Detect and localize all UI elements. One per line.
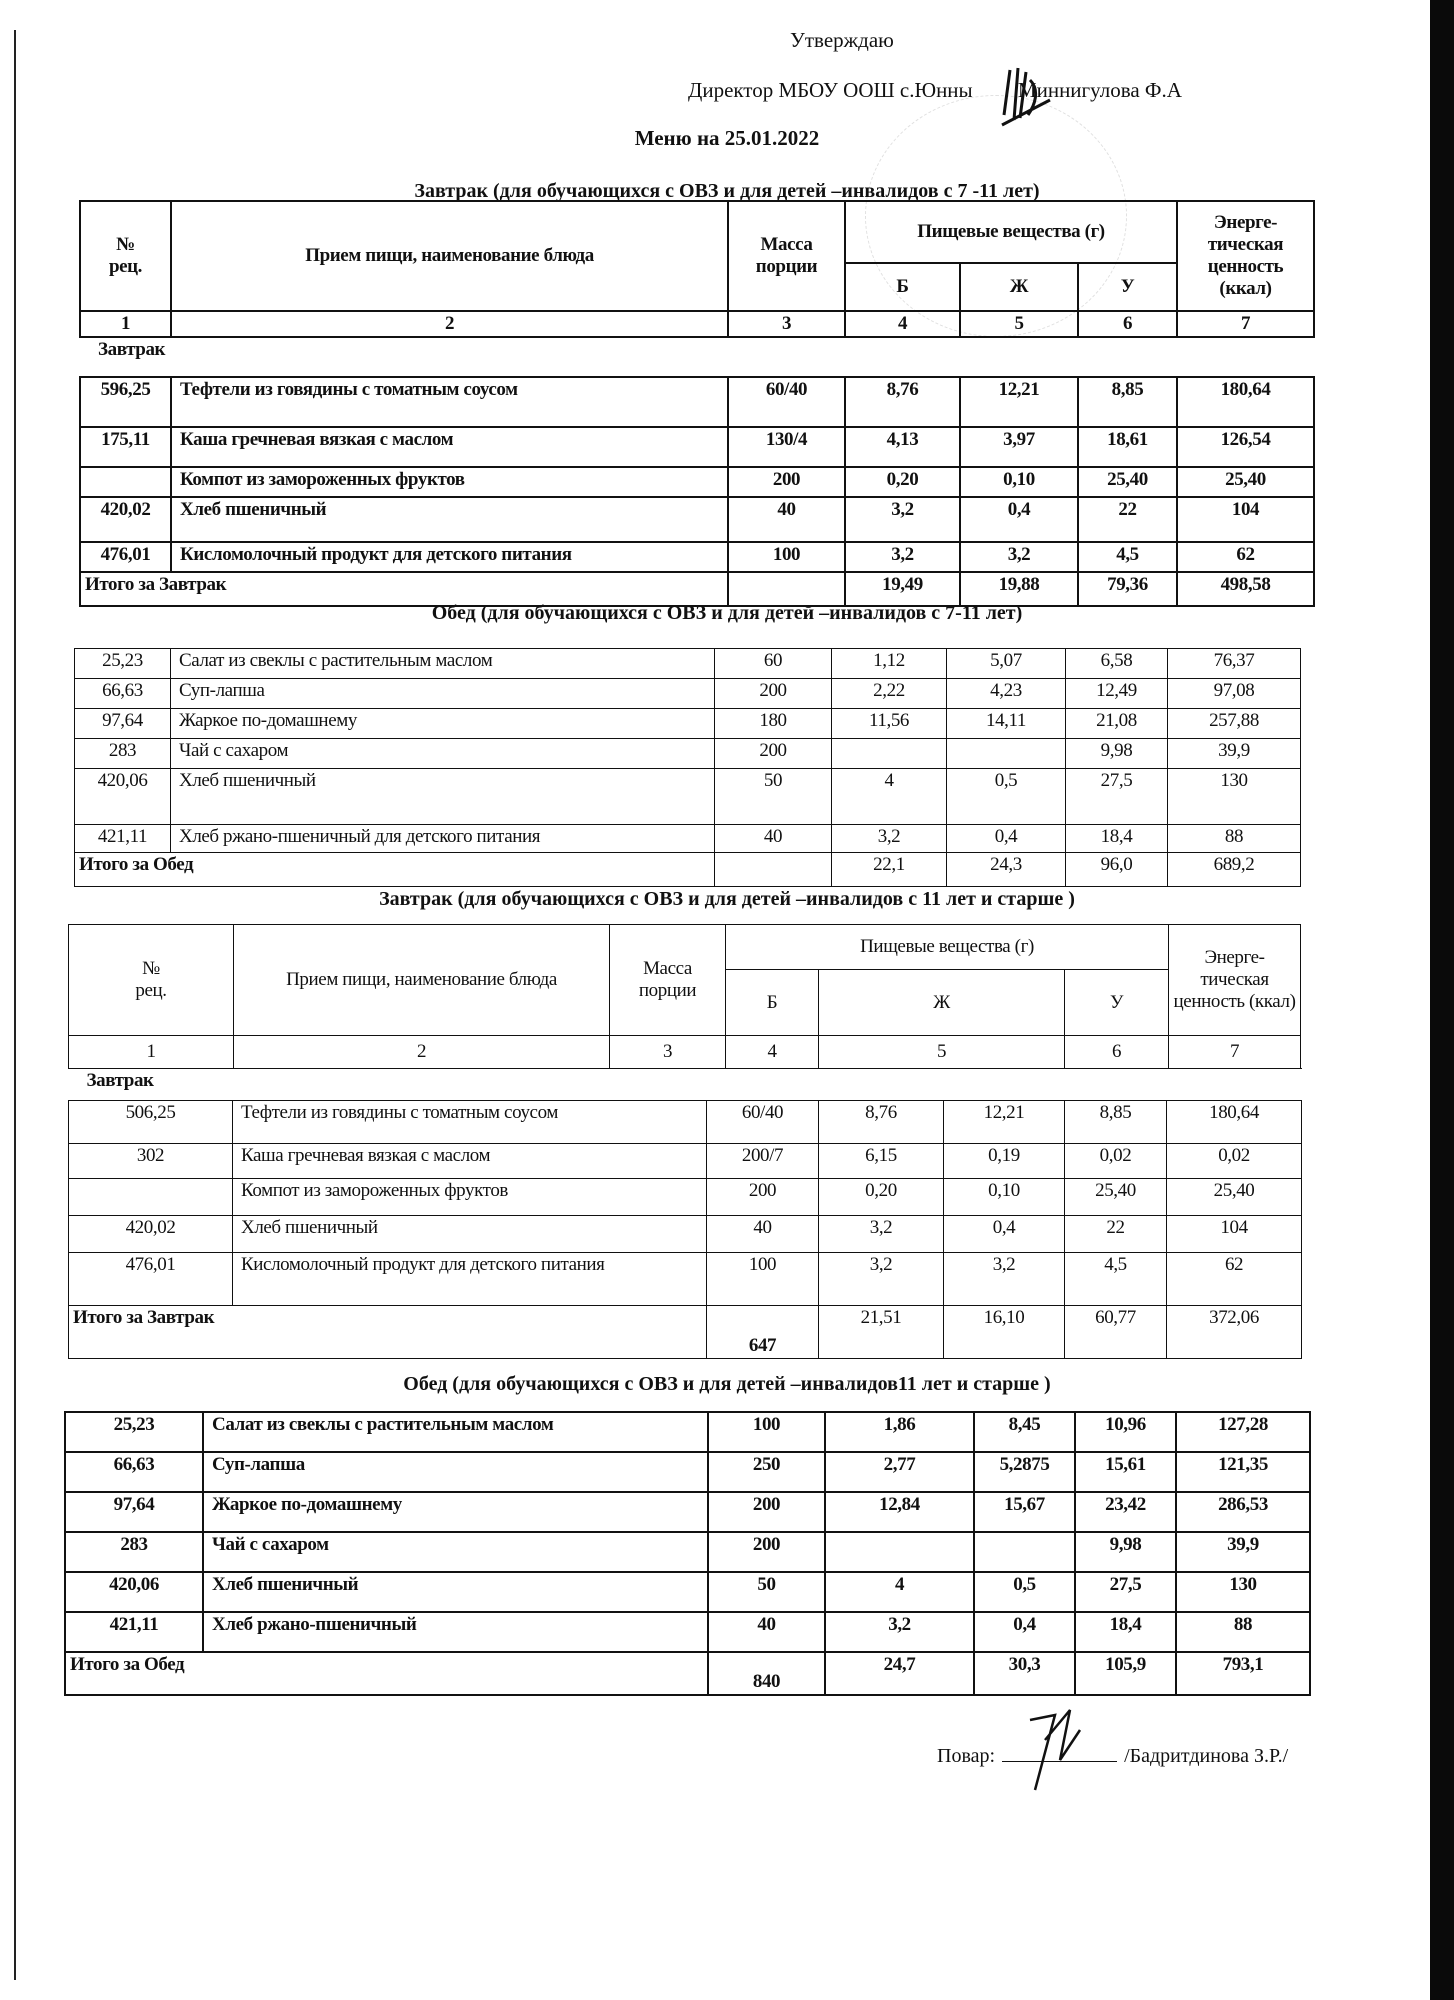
protein-value: 3,2 (819, 1216, 944, 1253)
carbs-value: 27,5 (1066, 769, 1168, 825)
protein-value: 0,20 (845, 467, 960, 497)
cook-name: /Бадритдинова З.Р./ (1124, 1745, 1289, 1767)
director-line (688, 78, 1182, 103)
table-row (69, 1216, 1302, 1253)
recipe-number: 25,23 (65, 1412, 203, 1452)
recipe-number: 66,63 (75, 679, 171, 709)
protein-value (825, 1532, 974, 1572)
header-mass: Масса порции (728, 201, 845, 311)
energy-value: 88 (1168, 825, 1301, 853)
total-energy: 372,06 (1167, 1306, 1302, 1359)
portion-mass: 40 (707, 1216, 819, 1253)
fat-value: 5,07 (947, 649, 1066, 679)
portion-mass: 200 (707, 1179, 819, 1216)
scan-edge (14, 30, 16, 1980)
protein-value: 0,20 (819, 1179, 944, 1216)
carbs-value: 4,5 (1065, 1253, 1167, 1306)
table-row (75, 739, 1301, 769)
header-energy: Энерге-тическая ценность (ккал) (1177, 201, 1314, 311)
table-row (65, 1572, 1310, 1612)
protein-value: 3,2 (819, 1253, 944, 1306)
carbs-value: 21,08 (1066, 709, 1168, 739)
carbs-value: 8,85 (1078, 377, 1177, 427)
energy-value: 39,9 (1176, 1532, 1310, 1572)
energy-value: 257,88 (1168, 709, 1301, 739)
energy-value: 62 (1177, 542, 1314, 572)
fat-value: 14,11 (947, 709, 1066, 739)
protein-value: 1,86 (825, 1412, 974, 1452)
total-fat: 24,3 (947, 853, 1066, 887)
fat-value: 8,45 (974, 1412, 1075, 1452)
approval-title: Утверждаю (790, 28, 894, 52)
energy-value: 180,64 (1167, 1101, 1302, 1144)
total-fat: 30,3 (974, 1652, 1075, 1695)
dish-name: Чай с сахаром (171, 739, 715, 769)
fat-value: 0,5 (947, 769, 1066, 825)
portion-mass: 250 (708, 1452, 825, 1492)
energy-value: 25,40 (1177, 467, 1314, 497)
carbs-value: 25,40 (1078, 467, 1177, 497)
protein-value: 4 (832, 769, 947, 825)
fat-value: 12,21 (944, 1101, 1065, 1144)
portion-mass: 50 (708, 1572, 825, 1612)
dish-name: Салат из свеклы с растительным маслом (203, 1412, 708, 1452)
portion-mass: 200 (708, 1532, 825, 1572)
table-row (80, 467, 1314, 497)
protein-value: 4,13 (845, 427, 960, 467)
dish-name: Суп-лапша (171, 679, 715, 709)
header-dish: Прием пищи, наименование блюда (171, 201, 728, 311)
column-number: 1 (80, 311, 171, 337)
header-fat: Ж (960, 263, 1078, 311)
recipe-number: 97,64 (65, 1492, 203, 1532)
header-protein: Б (845, 263, 960, 311)
protein-value: 2,22 (832, 679, 947, 709)
header-nutrients: Пищевые вещества (г) (845, 201, 1177, 263)
column-number: 5 (819, 1036, 1065, 1069)
energy-value: 0,02 (1167, 1144, 1302, 1179)
dish-name: Хлеб ржано-пшеничный для детского питания (171, 825, 715, 853)
total-mass (728, 572, 845, 606)
menu-table (68, 1068, 1302, 1359)
protein-value: 3,2 (845, 542, 960, 572)
dish-name: Салат из свеклы с растительным маслом (171, 649, 715, 679)
recipe-number: 175,11 (80, 427, 171, 467)
portion-mass: 40 (708, 1612, 825, 1652)
fat-value: 3,2 (944, 1253, 1065, 1306)
header-carbs: У (1078, 263, 1177, 311)
energy-value: 104 (1167, 1216, 1302, 1253)
header-row (80, 201, 1314, 263)
protein-value: 8,76 (819, 1101, 944, 1144)
table-row (69, 1101, 1302, 1144)
carbs-value: 18,61 (1078, 427, 1177, 467)
carbs-value: 15,61 (1075, 1452, 1176, 1492)
fat-value: 0,10 (944, 1179, 1065, 1216)
total-mass: 647 (707, 1306, 819, 1359)
dish-name: Чай с сахаром (203, 1532, 708, 1572)
table-row (75, 649, 1301, 679)
portion-mass: 200 (715, 739, 832, 769)
fat-value (974, 1532, 1075, 1572)
meal-label: Завтрак (69, 1069, 1302, 1101)
portion-mass: 180 (715, 709, 832, 739)
total-protein: 24,7 (825, 1652, 974, 1695)
fat-value: 0,5 (974, 1572, 1075, 1612)
total-protein: 21,51 (819, 1306, 944, 1359)
column-number: 2 (234, 1036, 610, 1069)
portion-mass: 130/4 (728, 427, 845, 467)
director-name: Миннигулова Ф.А (1017, 78, 1182, 102)
menu-table-header (68, 924, 1301, 1069)
dish-name: Хлеб пшеничный (233, 1216, 707, 1253)
total-fat: 16,10 (944, 1306, 1065, 1359)
total-carbs: 96,0 (1066, 853, 1168, 887)
energy-value: 25,40 (1167, 1179, 1302, 1216)
menu-table (64, 1411, 1311, 1696)
fat-value: 0,10 (960, 467, 1078, 497)
protein-value: 3,2 (825, 1612, 974, 1652)
column-number: 1 (69, 1036, 234, 1069)
menu-title: Меню на 25.01.2022 (634, 126, 820, 150)
total-mass (715, 853, 832, 887)
table-row (75, 769, 1301, 825)
table-row (75, 679, 1301, 709)
dish-name: Компот из замороженных фруктов (171, 467, 728, 497)
total-row (80, 572, 1314, 606)
table-row (75, 825, 1301, 853)
header-rec-symbol: № (142, 958, 160, 979)
total-row (65, 1652, 1310, 1695)
dish-name: Жаркое по-домашнему (171, 709, 715, 739)
table-row (65, 1412, 1310, 1452)
recipe-number: 97,64 (75, 709, 171, 739)
fat-value: 15,67 (974, 1492, 1075, 1532)
dish-name: Суп-лапша (203, 1452, 708, 1492)
carbs-value: 12,49 (1066, 679, 1168, 709)
dish-name: Хлеб ржано-пшеничный (203, 1612, 708, 1652)
dish-name: Каша гречневая вязкая с маслом (233, 1144, 707, 1179)
fat-value: 0,19 (944, 1144, 1065, 1179)
director-signature (990, 60, 1060, 130)
header-row (69, 925, 1301, 970)
recipe-number: 421,11 (75, 825, 171, 853)
fat-value: 0,4 (944, 1216, 1065, 1253)
energy-value: 180,64 (1177, 377, 1314, 427)
header-mass: Масса порции (610, 925, 726, 1036)
portion-mass: 60/40 (728, 377, 845, 427)
portion-mass: 100 (728, 542, 845, 572)
recipe-number: 596,25 (80, 377, 171, 427)
fat-value: 0,4 (960, 497, 1078, 542)
column-number: 7 (1177, 311, 1314, 337)
total-energy: 498,58 (1177, 572, 1314, 606)
total-carbs: 105,9 (1075, 1652, 1176, 1695)
table-row (69, 1179, 1302, 1216)
energy-value: 130 (1176, 1572, 1310, 1612)
protein-value: 12,84 (825, 1492, 974, 1532)
section-caption: Обед (для обучающихся с ОВЗ и для детей –инвалидов11 лет и старше ) (403, 1373, 1051, 1395)
total-mass: 840 (708, 1652, 825, 1695)
energy-value: 88 (1176, 1612, 1310, 1652)
total-energy: 793,1 (1176, 1652, 1310, 1695)
table-row (80, 427, 1314, 467)
recipe-number: 283 (65, 1532, 203, 1572)
total-label: Итого за Обед (75, 853, 715, 887)
protein-value: 8,76 (845, 377, 960, 427)
recipe-number: 476,01 (69, 1253, 233, 1306)
energy-value: 62 (1167, 1253, 1302, 1306)
recipe-number: 25,23 (75, 649, 171, 679)
fat-value: 12,21 (960, 377, 1078, 427)
carbs-value: 22 (1065, 1216, 1167, 1253)
table-row (65, 1612, 1310, 1652)
energy-value: 76,37 (1168, 649, 1301, 679)
fat-value: 3,2 (960, 542, 1078, 572)
fat-value: 0,4 (974, 1612, 1075, 1652)
meal-row (80, 337, 1314, 377)
menu-table (74, 648, 1301, 887)
table-row (75, 709, 1301, 739)
fat-value: 5,2875 (974, 1452, 1075, 1492)
total-energy: 689,2 (1168, 853, 1301, 887)
total-row (75, 853, 1301, 887)
dish-name: Хлеб пшеничный (171, 497, 728, 542)
table-body (65, 1412, 1310, 1695)
meal-row (69, 1069, 1302, 1101)
section-caption: Завтрак (для обучающихся с ОВЗ и для детей –инвалидов с 11 лет и старше ) (379, 888, 1075, 910)
scan-border (1430, 0, 1454, 2000)
meal-label: Завтрак (80, 337, 1314, 377)
energy-value: 126,54 (1177, 427, 1314, 467)
protein-value: 3,2 (845, 497, 960, 542)
total-carbs: 79,36 (1078, 572, 1177, 606)
table-body (69, 925, 1301, 1069)
cook-signature (1010, 1700, 1090, 1800)
column-number: 2 (171, 311, 728, 337)
fat-value: 4,23 (947, 679, 1066, 709)
recipe-number: 420,06 (75, 769, 171, 825)
total-carbs: 60,77 (1065, 1306, 1167, 1359)
column-number: 3 (728, 311, 845, 337)
table-row (80, 377, 1314, 427)
portion-mass: 200/7 (707, 1144, 819, 1179)
carbs-value: 4,5 (1078, 542, 1177, 572)
total-row (69, 1306, 1302, 1359)
fat-value: 3,97 (960, 427, 1078, 467)
dish-name: Хлеб пшеничный (171, 769, 715, 825)
total-label: Итого за Обед (65, 1652, 708, 1695)
portion-mass: 60/40 (707, 1101, 819, 1144)
column-number-row (69, 1036, 1301, 1069)
column-number: 5 (960, 311, 1078, 337)
portion-mass: 40 (715, 825, 832, 853)
table-row (65, 1532, 1310, 1572)
dish-name: Кисломолочный продукт для детского питания (171, 542, 728, 572)
column-number: 7 (1169, 1036, 1301, 1069)
carbs-value: 23,42 (1075, 1492, 1176, 1532)
total-label: Итого за Завтрак (69, 1306, 707, 1359)
dish-name: Каша гречневая вязкая с маслом (171, 427, 728, 467)
table-body (75, 649, 1301, 887)
column-number: 6 (1078, 311, 1177, 337)
carbs-value: 27,5 (1075, 1572, 1176, 1612)
protein-value: 1,12 (832, 649, 947, 679)
dish-name: Тефтели из говядины с томатным соусом (233, 1101, 707, 1144)
carbs-value: 9,98 (1066, 739, 1168, 769)
recipe-number: 283 (75, 739, 171, 769)
table-row (65, 1452, 1310, 1492)
recipe-number: 420,06 (65, 1572, 203, 1612)
portion-mass: 200 (715, 679, 832, 709)
energy-value: 97,08 (1168, 679, 1301, 709)
carbs-value: 10,96 (1075, 1412, 1176, 1452)
portion-mass: 50 (715, 769, 832, 825)
energy-value: 286,53 (1176, 1492, 1310, 1532)
header-rec-label: рец. (108, 256, 143, 277)
recipe-number (80, 467, 171, 497)
director-position: Директор МБОУ ООШ с.Юнны (688, 78, 973, 102)
total-protein: 19,49 (845, 572, 960, 606)
table-row (69, 1253, 1302, 1306)
protein-value: 4 (825, 1572, 974, 1612)
energy-value: 39,9 (1168, 739, 1301, 769)
recipe-number: 420,02 (69, 1216, 233, 1253)
cook-label: Повар: (937, 1745, 996, 1767)
dish-name: Кисломолочный продукт для детского питания (233, 1253, 707, 1306)
menu-table (79, 200, 1315, 607)
total-label: Итого за Завтрак (80, 572, 728, 606)
table-row (69, 1144, 1302, 1179)
recipe-number: 506,25 (69, 1101, 233, 1144)
header-protein: Б (726, 970, 819, 1036)
header-energy: Энерге-тическая ценность (ккал) (1169, 925, 1301, 1036)
energy-value: 127,28 (1176, 1412, 1310, 1452)
portion-mass: 100 (708, 1412, 825, 1452)
table-row (80, 542, 1314, 572)
header-rec-label: рец. (135, 980, 167, 1001)
energy-value: 121,35 (1176, 1452, 1310, 1492)
portion-mass: 60 (715, 649, 832, 679)
total-fat: 19,88 (960, 572, 1078, 606)
carbs-value: 0,02 (1065, 1144, 1167, 1179)
cook-signature-line (937, 1745, 1288, 1768)
section-caption: Обед (для обучающихся с ОВЗ и для детей –инвалидов с 7-11 лет) (431, 602, 1023, 624)
recipe-number (69, 1179, 233, 1216)
energy-value: 130 (1168, 769, 1301, 825)
table-row (80, 497, 1314, 542)
carbs-value: 18,4 (1075, 1612, 1176, 1652)
recipe-number: 476,01 (80, 542, 171, 572)
header-rec-no (80, 201, 171, 311)
column-number: 6 (1065, 1036, 1169, 1069)
column-number: 4 (845, 311, 960, 337)
recipe-number: 420,02 (80, 497, 171, 542)
header-carbs: У (1065, 970, 1169, 1036)
portion-mass: 200 (728, 467, 845, 497)
header-fat: Ж (819, 970, 1065, 1036)
energy-value: 104 (1177, 497, 1314, 542)
protein-value: 3,2 (832, 825, 947, 853)
protein-value: 11,56 (832, 709, 947, 739)
section-caption: Завтрак (для обучающихся с ОВЗ и для детей –инвалидов с 7 -11 лет) (414, 180, 1040, 202)
carbs-value: 8,85 (1065, 1101, 1167, 1144)
recipe-number: 66,63 (65, 1452, 203, 1492)
fat-value: 0,4 (947, 825, 1066, 853)
carbs-value: 18,4 (1066, 825, 1168, 853)
carbs-value: 9,98 (1075, 1532, 1176, 1572)
column-number-row (80, 311, 1314, 337)
fat-value (947, 739, 1066, 769)
carbs-value: 25,40 (1065, 1179, 1167, 1216)
table-body (80, 201, 1314, 606)
protein-value: 2,77 (825, 1452, 974, 1492)
table-row (65, 1492, 1310, 1532)
dish-name: Хлеб пшеничный (203, 1572, 708, 1612)
dish-name: Тефтели из говядины с томатным соусом (171, 377, 728, 427)
header-rec-no (69, 925, 234, 1036)
dish-name: Жаркое по-домашнему (203, 1492, 708, 1532)
protein-value (832, 739, 947, 769)
total-protein: 22,1 (832, 853, 947, 887)
table-body (69, 1069, 1302, 1359)
header-dish: Прием пищи, наименование блюда (234, 925, 610, 1036)
recipe-number: 421,11 (65, 1612, 203, 1652)
carbs-value: 22 (1078, 497, 1177, 542)
header-rec-symbol: № (116, 234, 135, 255)
portion-mass: 200 (708, 1492, 825, 1532)
protein-value: 6,15 (819, 1144, 944, 1179)
header-nutrients: Пищевые вещества (г) (726, 925, 1169, 970)
dish-name: Компот из замороженных фруктов (233, 1179, 707, 1216)
recipe-number: 302 (69, 1144, 233, 1179)
portion-mass: 40 (728, 497, 845, 542)
column-number: 4 (726, 1036, 819, 1069)
column-number: 3 (610, 1036, 726, 1069)
carbs-value: 6,58 (1066, 649, 1168, 679)
portion-mass: 100 (707, 1253, 819, 1306)
